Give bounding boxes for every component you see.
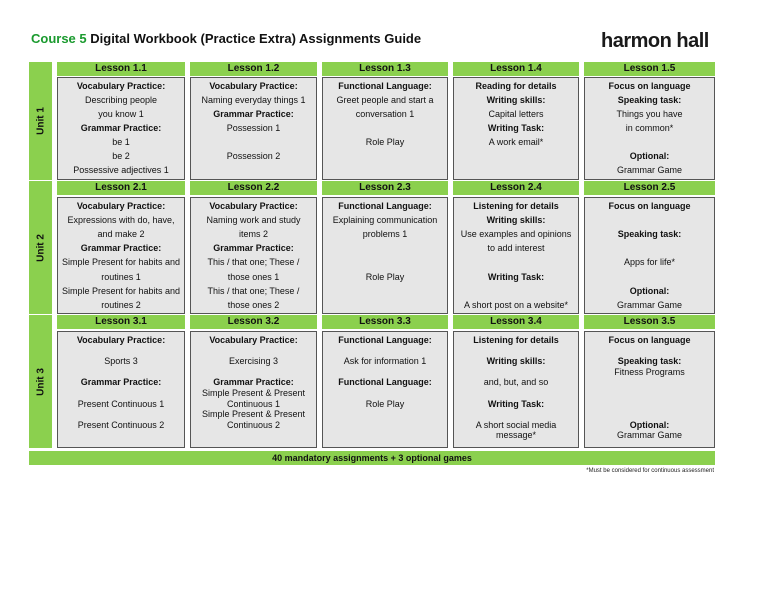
assignment-heading: Listening for details (473, 201, 559, 211)
lesson-cell (190, 331, 317, 448)
assignment-item: Naming everyday things 1 (201, 95, 306, 105)
assignment-item: routines 1 (101, 271, 141, 282)
unit-label-3 (29, 315, 52, 448)
assignment-heading: Speaking task: (617, 95, 682, 105)
lesson-cell (584, 331, 715, 448)
assignment-heading: Functional Language: (338, 81, 432, 91)
assignment-item: Possessive adjectives 1 (73, 165, 169, 175)
lesson-header: Lesson 2.2 (190, 181, 317, 195)
assignment-item: Apps for life* (623, 257, 676, 268)
lesson-cell (190, 197, 317, 314)
assignment-heading: Optional: (629, 285, 670, 296)
unit-label-2 (29, 181, 52, 314)
assignment-item: Continuous 1 (226, 398, 281, 409)
assignment-item: Possession 1 (226, 123, 281, 133)
assignment-item: Naming work and study (206, 215, 301, 226)
assignment-heading: Vocabulary Practice: (209, 201, 298, 211)
lesson-cell (322, 197, 448, 314)
assignment-item: conversation 1 (355, 109, 415, 119)
summary-bar: 40 mandatory assignments + 3 optional games (29, 451, 715, 465)
lesson-header: Lesson 1.5 (584, 62, 715, 76)
unit-label-text: Unit 1 (35, 107, 46, 135)
lesson-header: Lesson 1.1 (57, 62, 185, 76)
assignment-item: those ones 2 (227, 299, 280, 310)
assignment-item: Continuous 2 (226, 419, 281, 430)
assignment-heading: Vocabulary Practice: (76, 335, 166, 345)
assignment-heading: Writing skills: (486, 215, 546, 226)
lesson-cell (584, 77, 715, 180)
assessment-footnote: *Must be considered for continuous assessment (586, 468, 714, 474)
assignment-heading: Vocabulary Practice: (76, 201, 166, 211)
lesson-header: Lesson 2.1 (57, 181, 185, 195)
assignment-item: and, but, and so (483, 377, 549, 388)
assignment-item: This / that one; These / (207, 285, 300, 296)
assignment-item: Explaining communication (332, 215, 438, 226)
assignment-item: Simple Present for habits and (61, 257, 181, 268)
assignment-heading: Grammar Practice: (80, 243, 162, 254)
assignment-item: Possession 2 (226, 151, 281, 161)
assignment-item: Grammar Game (616, 430, 682, 441)
assignment-heading: Grammar Practice: (213, 243, 294, 254)
assignment-heading: Grammar Practice: (80, 377, 162, 388)
unit-label-1 (29, 62, 52, 180)
lesson-header: Lesson 3.4 (453, 315, 579, 329)
assignment-item: Present Continuous 2 (77, 419, 165, 430)
assignment-heading: Focus on language (608, 201, 691, 211)
assignment-heading: Listening for details (473, 335, 559, 345)
assignment-item: to add interest (487, 243, 545, 254)
lesson-header: Lesson 2.5 (584, 181, 715, 195)
assignment-item: be 1 (112, 137, 130, 147)
assignment-item: message* (495, 430, 537, 441)
unit-label-text: Unit 3 (35, 367, 46, 396)
assignment-heading: Grammar Practice: (213, 109, 294, 119)
assignment-heading: Functional Language: (338, 201, 432, 211)
assignment-heading: Speaking task: (617, 356, 682, 367)
lesson-cell (453, 77, 579, 180)
assignment-item: Exercising 3 (228, 356, 279, 367)
harmon-hall-logo: harmon hall (601, 30, 709, 52)
assignment-heading: Vocabulary Practice: (209, 81, 298, 91)
assignment-item: A work email* (488, 137, 544, 147)
lesson-header: Lesson 1.3 (322, 62, 448, 76)
lesson-cell (322, 331, 448, 448)
assignment-item: items 2 (238, 229, 268, 240)
assignment-heading: Vocabulary Practice: (76, 81, 166, 91)
assignment-heading: Writing Task: (487, 271, 545, 282)
assignment-item: in common* (625, 123, 674, 133)
assignment-item: This / that one; These / (207, 257, 300, 268)
assignment-item: those ones 1 (227, 271, 280, 282)
assignment-item: Expressions with do, have, (67, 215, 175, 226)
assignment-heading: Focus on language (608, 81, 691, 91)
title-text: Digital Workbook (Practice Extra) Assignments Guide (86, 31, 422, 46)
lesson-header: Lesson 3.1 (57, 315, 185, 329)
lesson-cell (57, 77, 185, 180)
assignment-heading: Writing Task: (487, 123, 545, 133)
lesson-cell (190, 77, 317, 180)
lesson-header: Lesson 3.2 (190, 315, 317, 329)
assignment-heading: Functional Language: (338, 335, 432, 345)
lesson-cell (453, 331, 579, 448)
assignment-heading: Writing skills: (486, 95, 546, 105)
assignment-item: A short post on a website* (463, 299, 569, 310)
lesson-header: Lesson 2.4 (453, 181, 579, 195)
page-title (31, 31, 421, 46)
assignment-item: and make 2 (97, 229, 145, 240)
assignment-heading: Optional: (629, 419, 670, 430)
assignment-item: Role Play (365, 271, 405, 282)
assignment-item: Describing people (84, 95, 158, 105)
assignment-item: Grammar Game (616, 165, 682, 175)
assignment-item: Present Continuous 1 (77, 398, 165, 409)
assignment-heading: Writing Task: (487, 398, 545, 409)
course-label: Course 5 (31, 31, 87, 46)
assignment-item: Grammar Game (616, 299, 682, 310)
assignment-item: Simple Present & Present (201, 409, 306, 420)
assignment-item: be 2 (112, 151, 130, 161)
lesson-header: Lesson 1.2 (190, 62, 317, 76)
assignment-item: Ask for information 1 (343, 356, 427, 367)
unit-label-text: Unit 2 (35, 233, 46, 262)
assignment-item: Fitness Programs (614, 366, 685, 377)
assignment-item: Simple Present for habits and (61, 285, 181, 296)
lesson-cell (584, 197, 715, 314)
lesson-header: Lesson 1.4 (453, 62, 579, 76)
assignment-heading: Vocabulary Practice: (209, 335, 298, 345)
assignment-item: Role Play (365, 137, 405, 147)
assignment-heading: Optional: (629, 151, 670, 161)
assignment-item: Greet people and start a (336, 95, 434, 105)
assignment-heading: Grammar Practice: (80, 123, 162, 133)
lesson-cell (57, 331, 185, 448)
assignment-heading: Focus on language (608, 335, 691, 345)
lesson-header: Lesson 2.3 (322, 181, 448, 195)
lesson-header: Lesson 3.3 (322, 315, 448, 329)
assignment-item: Use examples and opinions (460, 229, 572, 240)
lesson-cell (453, 197, 579, 314)
lesson-cell (57, 197, 185, 314)
lesson-header: Lesson 3.5 (584, 315, 715, 329)
assignment-heading: Speaking task: (617, 229, 682, 240)
assignment-item: problems 1 (362, 229, 408, 240)
assignment-item: Role Play (365, 398, 405, 409)
assignment-heading: Grammar Practice: (213, 377, 294, 388)
assignment-item: Things you have (616, 109, 683, 119)
assignment-item: you know 1 (98, 109, 144, 119)
assignment-item: Capital letters (488, 109, 544, 119)
assignment-item: routines 2 (101, 299, 141, 310)
lesson-cell (322, 77, 448, 180)
assignment-item: Simple Present & Present (201, 388, 306, 398)
assignment-heading: Functional Language: (338, 377, 432, 388)
assignment-heading: Writing skills: (486, 356, 546, 367)
assignment-heading: Reading for details (475, 81, 557, 91)
assignment-item: Sports 3 (104, 356, 138, 367)
assignment-item: A short social media (475, 419, 557, 430)
